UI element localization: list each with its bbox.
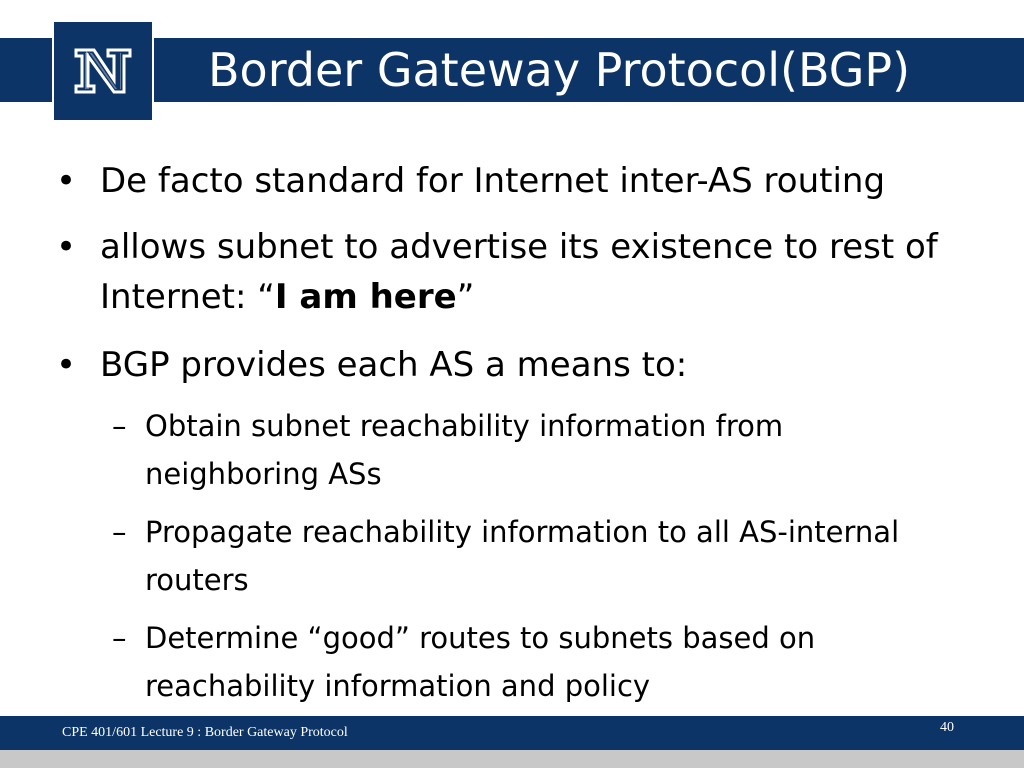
page-number: 40 [940, 720, 954, 735]
sub-bullet-item [112, 614, 925, 710]
bullet-bold-text: I am here [274, 277, 457, 317]
sub-bullet-text: Propagate reachability information to all AS-internal routers [145, 515, 900, 597]
bottom-strip [0, 750, 1024, 768]
bullet-dot: • [56, 227, 77, 267]
n-logo-icon [54, 22, 152, 120]
footer-text: CPE 401/601 Lecture 9 : Border Gateway Protocol [62, 725, 348, 740]
sub-bullet-text: Determine “good” routes to subnets based on reachability information and policy [145, 621, 816, 703]
bullet-dot: • [56, 161, 77, 201]
bullet-item [56, 222, 970, 322]
bullet-text: ” [456, 277, 475, 317]
bullet-text: BGP provides each AS a means to: [100, 345, 688, 385]
bullet-item [56, 340, 970, 390]
sub-bullet-text: Obtain subnet reachability information from neighboring ASs [145, 409, 784, 491]
bullet-item [56, 156, 970, 206]
university-n-logo-icon [52, 20, 154, 122]
slide-title: Border Gateway Protocol(BGP) [208, 43, 911, 97]
sub-bullet-dash: – [112, 515, 127, 549]
bullet-dot: • [56, 345, 77, 385]
sub-bullet-dash: – [112, 409, 127, 443]
bullet-text: allows subnet to advertise its existence to rest of Internet: “ [100, 227, 938, 317]
sub-bullet-dash: – [112, 621, 127, 655]
bullet-text: De facto standard for Internet inter-AS routing [100, 161, 886, 201]
sub-bullet-item [112, 508, 925, 604]
sub-bullet-item [112, 402, 925, 498]
